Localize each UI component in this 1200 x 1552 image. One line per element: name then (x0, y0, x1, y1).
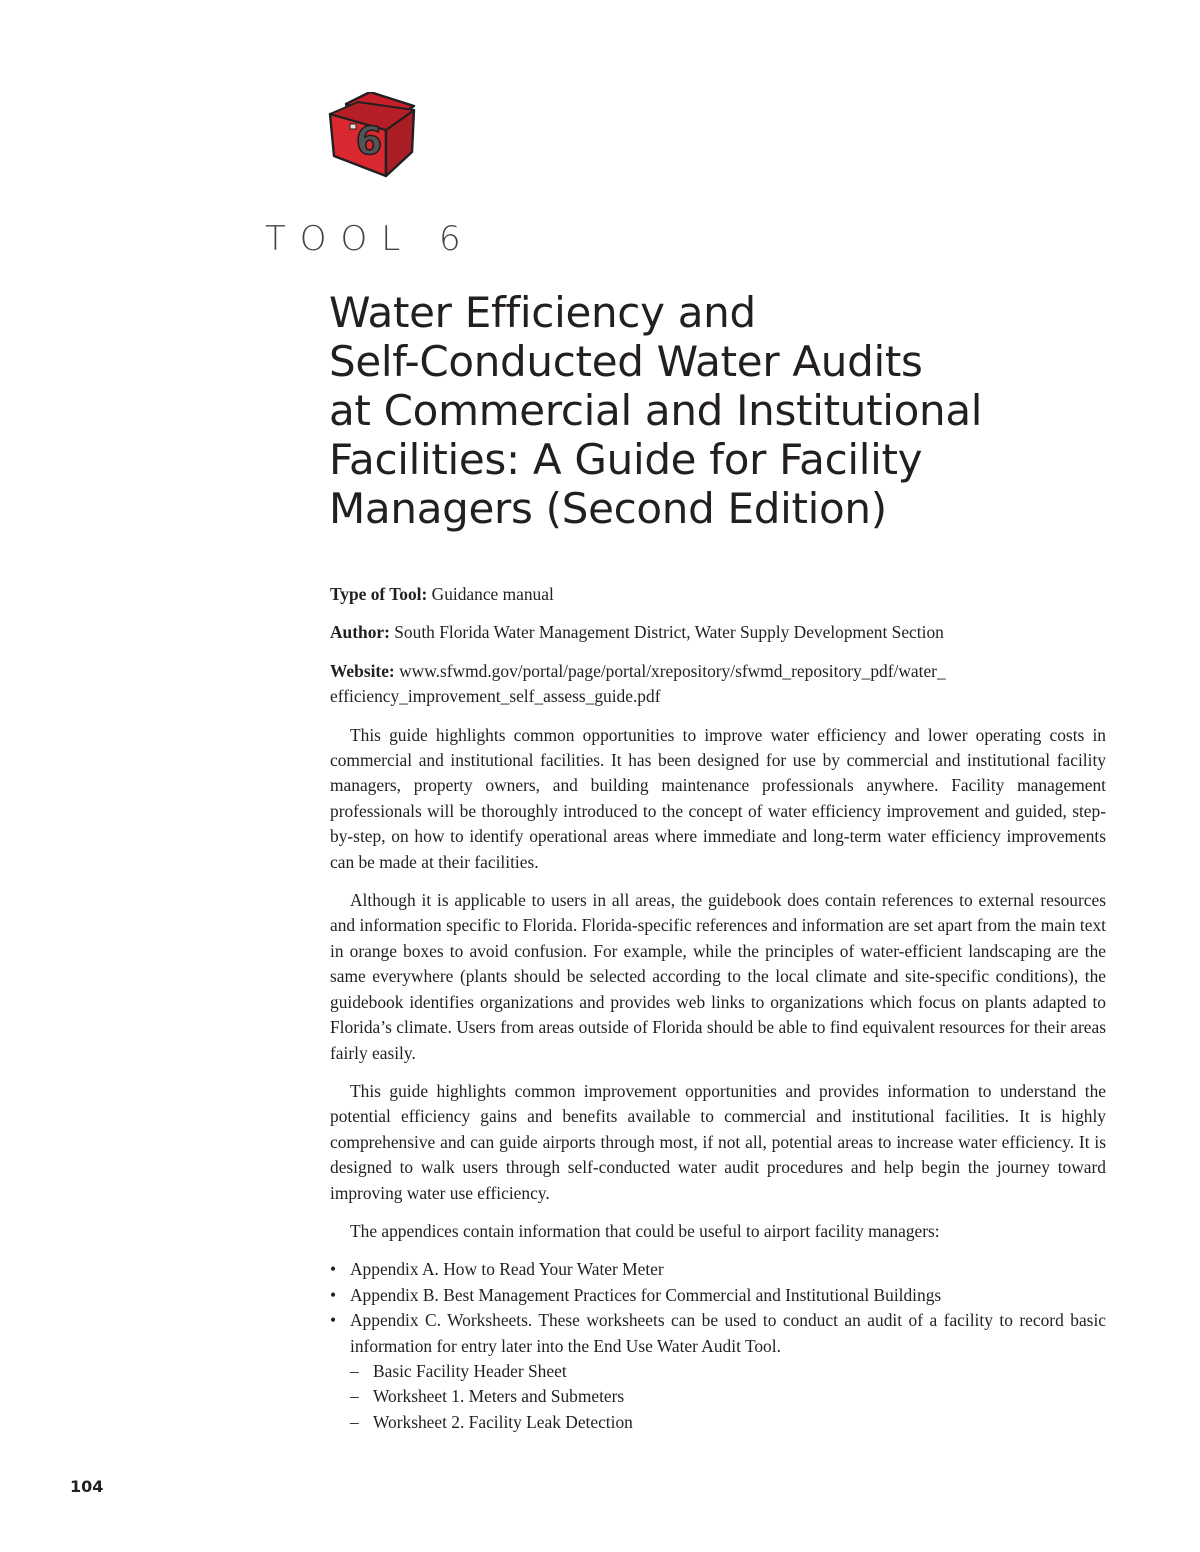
list-item (330, 1308, 1106, 1435)
bullet-icon: • (330, 1259, 337, 1280)
website-label: Website: (330, 660, 395, 681)
dash-icon: – (350, 1360, 359, 1381)
website-url-line-1: www.sfwmd.gov/portal/page/portal/xrepository/sfwmd_repository_pdf/water_ (399, 660, 946, 681)
list-item (330, 1283, 1106, 1308)
appendix-item: Appendix C. Worksheets. These worksheets can be used to conduct an audit of a facility to record basic information for entry later into the End Use Water Audit Tool. (350, 1310, 1106, 1356)
bullet-icon: • (330, 1284, 337, 1305)
appendix-item: Appendix A. How to Read Your Water Meter (350, 1259, 664, 1280)
author-value: South Florida Water Management District, Water Supply Development Section (394, 622, 944, 643)
website (330, 659, 1106, 710)
list-item (350, 1359, 1106, 1384)
body-paragraph: This guide highlights common opportunities to improve water efficiency and lower operating costs in commercial and institutional facilities. It has been designed for use by commercial and institutional facility managers, property owners, and building maintenance professionals anywhere. Facility management professionals will be thoroughly introduced to the concept of water efficiency improvement and guided, step-by-step, on how to identify operational areas where immediate and long-term water efficiency improvements can be made at their facilities. (330, 724, 1106, 872)
title-line: Water Efficiency and (329, 288, 756, 337)
title-line: Facilities: A Guide for Facility (329, 435, 923, 484)
worksheet-item: Worksheet 1. Meters and Submeters (373, 1386, 625, 1407)
dash-icon: – (350, 1386, 359, 1407)
type-of-tool-label: Type of Tool: (330, 584, 428, 604)
title-line: Managers (Second Edition) (329, 484, 887, 533)
toolbox-graphic (326, 92, 418, 180)
author (330, 620, 1106, 645)
worksheet-item: Basic Facility Header Sheet (373, 1360, 567, 1381)
appendix-item: Appendix B. Best Management Practices for Commercial and Institutional Buildings (350, 1284, 942, 1305)
list-item (350, 1384, 1106, 1409)
author-label: Author: (330, 622, 390, 643)
tool-label: TOOL 6 (265, 219, 475, 259)
website-url-line-2: efficiency_improvement_self_assess_guide.pdf (330, 686, 661, 707)
worksheet-list (350, 1359, 1106, 1435)
title-line: Self-Conducted Water Audits (329, 337, 923, 386)
page-title (329, 288, 1149, 533)
body-paragraph: This guide highlights common improvement opportunities and provides information to understand the potential efficiency gains and benefits available to commercial and institutional facilities. It is highly comprehensive and can guide airports through most, if not all, potential areas to increase water efficiency. It is designed to walk users through self-conducted water audit procedures and help begin the journey toward improving water use efficiency. (330, 1080, 1106, 1203)
list-item (350, 1410, 1106, 1435)
body-paragraph: The appendices contain information that could be useful to airport facility managers: (350, 1220, 940, 1241)
type-of-tool (330, 582, 1106, 607)
title-line: at Commercial and Institutional (329, 386, 983, 435)
toolbox-number: 6 (355, 119, 383, 163)
type-of-tool-value: Guidance manual (431, 584, 554, 604)
page-number: 104 (70, 1477, 104, 1496)
tool-description (330, 582, 1106, 1435)
bullet-icon: • (330, 1310, 337, 1331)
dash-icon: – (350, 1411, 359, 1432)
worksheet-item: Worksheet 2. Facility Leak Detection (373, 1411, 633, 1432)
body-paragraph: Although it is applicable to users in all areas, the guidebook does contain references to external resources and information specific to Florida. Florida-specific references and information are set apart from the main text in orange boxes to avoid confusion. For example, while the principles of water-efficient landscaping are the same everywhere (plants should be selected according to the local climate and site-specific conditions), the guidebook identifies organizations and provides web links to organizations which focus on plants adapted to Florida’s climate. Users from areas outside of Florida should be able to find equivalent resources for their areas fairly easily. (330, 890, 1106, 1063)
toolbox-icon (326, 92, 418, 180)
appendix-list (330, 1257, 1106, 1435)
list-item (330, 1257, 1106, 1282)
